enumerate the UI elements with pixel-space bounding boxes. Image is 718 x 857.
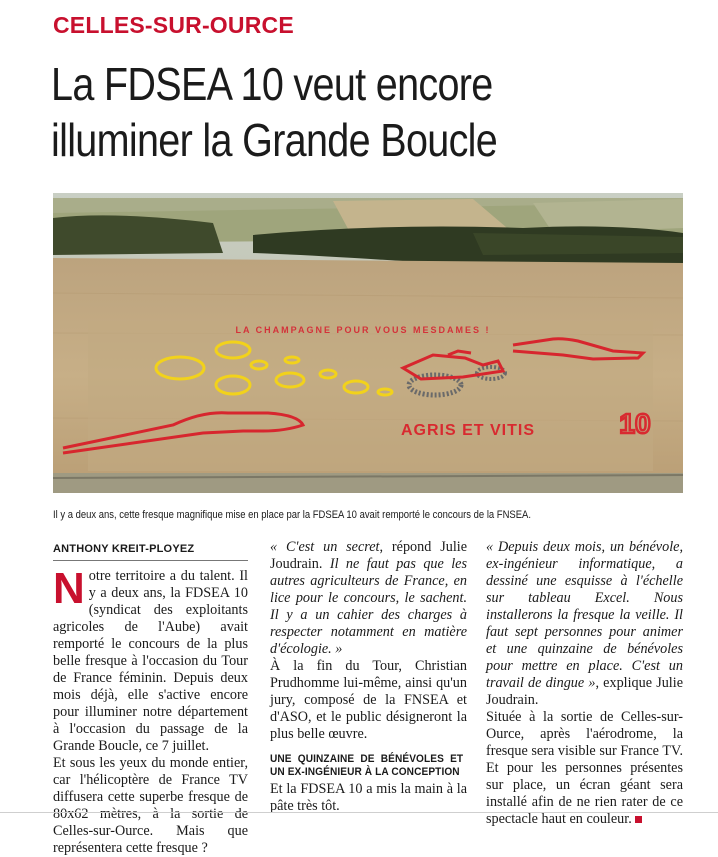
fresco-text-bottom: AGRIS ET VITIS [400,422,536,439]
paragraph-1-text: otre territoire a du talent. Il y a deux ans, la FDSEA 10 (syndicat des exploitants agricoles de l'Aube) avait remporté le concours de la plus belle fresque à l'occasion du Tour de France féminin. Depuis deux mois déjà, elle s'active encore pour illuminer notre département à l'occasion du passage de la Grande Boucle, ce 7 juillet. [53,568,248,754]
fresco-text-top: LA CHAMPAGNE POUR VOUS MESDAMES ! [235,325,491,335]
quote-rules: Il ne faut pas que les autres agriculteurs de France, en lice pour le concours, le sachent. Il y a un cahier des charges à respecter notamment en matière d'écologie. » [270,556,467,657]
kicker-location: CELLES-SUR-OURCE [53,12,294,38]
aerial-photo [53,193,683,493]
headline: La FDSEA 10 veut encore illuminer la Grande Boucle [51,58,498,166]
end-mark-icon [635,816,642,823]
quote-engineer: « Depuis deux mois, un bénévole, ex-ingénieur informatique, a dessiné une esquisse à l'échelle sur tableau Excel. Nous installerons la fresque la veille. Il faut sept personnes pour animer et une quinzaine de bénévoles pour mettre en place. C'est un travail de dingue » [486,539,683,691]
article-paragraph-3: À la fin du Tour, Christian Prudhomme lui-même, ainsi qu'un jury, composé de la FNSEA et d'ASO, et le public désigneront la plus belle œuvre. [270,658,467,742]
quote-attribution-2: , explique Julie Joudrain. [486,675,683,708]
article-column-3 [486,539,683,828]
author-byline: ANTHONY KREIT-PLOYEZ [53,543,195,555]
quote-attribution: , répond Julie Joudrain. [270,539,467,572]
article-paragraph-1 [53,564,248,755]
article-column-2 [270,539,467,815]
quote-paragraph [270,539,467,658]
article-column-1 [53,564,248,857]
byline-divider [53,560,248,561]
page-bottom-rule [0,812,718,813]
article-paragraph-2 [53,755,248,857]
article-subhead: UNE QUINZAINE DE BÉNÉVOLES ET UN EX-INGÉNIEUR À LA CONCEPTION [270,753,464,778]
drop-cap: N [53,564,85,613]
paragraph-5-text: Située à la sortie de Celles-sur-Ource, après l'aérodrome, la fresque sera visible sur France TV. Et pour les personnes présentes sur place, un écran géant sera installé afin de ne rien rater de ce spectacle haut en couleur. [486,709,683,827]
paragraph-2-text: Et sous les yeux du monde entier, car l'hélicoptère de France TV diffusera cette superbe fresque de 80x62 mètres, à la sortie de Celles-sur-Ource. Mais que représentera cette fresque ? [53,755,248,856]
fresco-number: 10 [619,408,651,439]
quote-paragraph-2 [486,539,683,709]
quote-secret: « C'est un secret [270,539,380,555]
article-paragraph-5 [486,709,683,828]
photo-caption: Il y a deux ans, cette fresque magnifique mise en place par la FDSEA 10 avait remporté le concours de la FNSEA. [53,509,531,521]
article-paragraph-4: Et la FDSEA 10 a mis la main à la pâte très tôt. [270,781,467,814]
